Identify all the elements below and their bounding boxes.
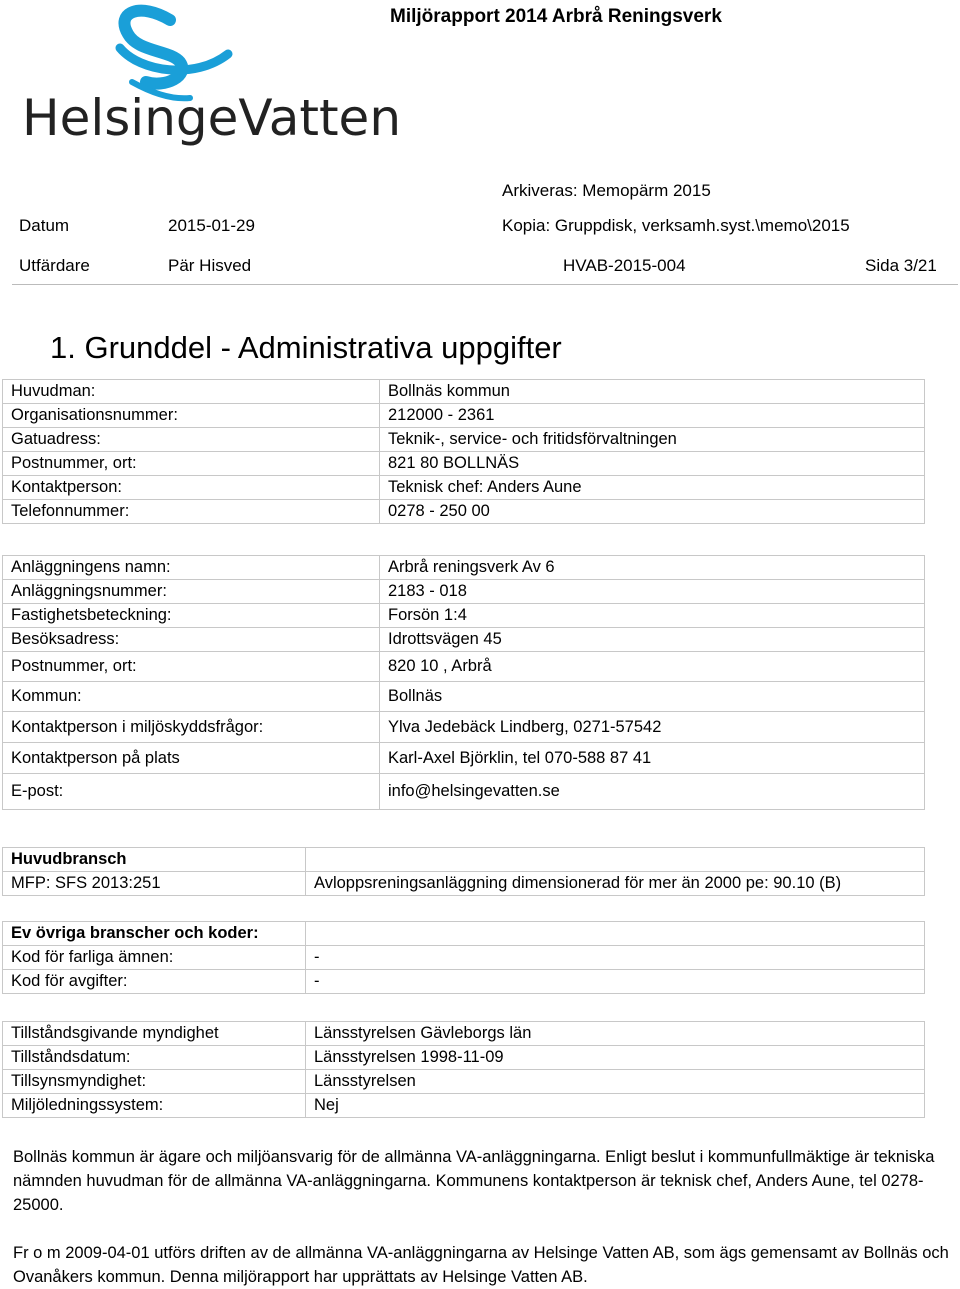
ownership-paragraph: Bollnäs kommun är ägare och miljöansvarig för de allmänna VA-anläggningarna. Enligt beslut i kommunfullmäktige är tekniska nämnden huvudman för de allmänna VA-anläggningarna. Kommunens kontaktperson är teknisk chef, Anders Aune, tel 0278-25000.	[13, 1148, 935, 1214]
table-row	[3, 682, 925, 712]
table-row	[3, 1070, 925, 1094]
table-row	[3, 556, 925, 580]
field-value: Idrottsvägen 45	[380, 628, 925, 652]
field-label: Kontaktperson i miljöskyddsfrågor:	[3, 712, 380, 743]
header-divider	[12, 284, 958, 285]
field-label: Kommun:	[3, 682, 380, 712]
table-row	[3, 476, 925, 500]
field-value: -	[306, 970, 925, 994]
field-label: Kod för farliga ämnen:	[3, 946, 306, 970]
field-label: Kontaktperson:	[3, 476, 380, 500]
reference-number: HVAB-2015-004	[563, 256, 686, 275]
date-value: 2015-01-29	[168, 216, 255, 235]
field-value: Länsstyrelsen	[306, 1070, 925, 1094]
email-value[interactable]: info@helsingevatten.se	[380, 774, 925, 810]
date-label: Datum	[19, 216, 70, 235]
field-label: Gatuadress:	[3, 428, 380, 452]
svg-text:HelsingeVatten: HelsingeVatten	[22, 89, 402, 147]
issuer-value: Pär Hisved	[168, 256, 252, 275]
branch-heading: Huvudbransch	[3, 848, 306, 872]
field-label: Kod för avgifter:	[3, 970, 306, 994]
field-label: Tillståndsdatum:	[3, 1046, 306, 1070]
table-row	[3, 604, 925, 628]
table-row	[3, 970, 925, 994]
field-value: Länsstyrelsen Gävleborgs län	[306, 1022, 925, 1046]
field-label: Fastighetsbeteckning:	[3, 604, 380, 628]
branch-code: MFP: SFS 2013:251	[3, 872, 306, 896]
table-row	[3, 872, 925, 896]
table-row	[3, 428, 925, 452]
issuer-label: Utfärdare	[19, 256, 90, 275]
field-value: Forsön 1:4	[380, 604, 925, 628]
field-value: 0278 - 250 00	[380, 500, 925, 524]
field-value: 820 10 , Arbrå	[380, 652, 925, 682]
branch-description: Avloppsreningsanläggning dimensionerad för mer än 2000 pe: 90.10 (B)	[306, 872, 925, 896]
permits-table	[2, 1021, 925, 1118]
field-label: Anläggningens namn:	[3, 556, 380, 580]
archive-note: Arkiveras: Memopärm 2015	[502, 181, 711, 200]
page-number: Sida 3/21	[865, 256, 937, 275]
table-row	[3, 652, 925, 682]
field-value: Karl-Axel Björklin, tel 070-588 87 41	[380, 743, 925, 774]
table-row	[3, 452, 925, 476]
section-title: 1. Grunddel - Administrativa uppgifter	[50, 330, 562, 365]
field-value: Teknik-, service- och fritidsförvaltningen	[380, 428, 925, 452]
table-row	[3, 1046, 925, 1070]
principal-table	[2, 379, 925, 524]
field-value: Teknisk chef: Anders Aune	[380, 476, 925, 500]
table-row	[3, 500, 925, 524]
field-value: 821 80 BOLLNÄS	[380, 452, 925, 476]
table-row	[3, 404, 925, 428]
document-title: Miljörapport 2014 Arbrå Reningsverk	[390, 6, 722, 27]
field-value: Bollnäs kommun	[380, 380, 925, 404]
field-label: Telefonnummer:	[3, 500, 380, 524]
field-label: Postnummer, ort:	[3, 652, 380, 682]
branch-table	[2, 847, 925, 896]
field-label: Tillståndsgivande myndighet	[3, 1022, 306, 1046]
field-label: Tillsynsmyndighet:	[3, 1070, 306, 1094]
field-value: Bollnäs	[380, 682, 925, 712]
table-row	[3, 380, 925, 404]
other-codes-table	[2, 921, 925, 994]
helsinge-vatten-logo	[20, 2, 402, 147]
table-row	[3, 946, 925, 970]
table-row	[3, 712, 925, 743]
table-row	[3, 628, 925, 652]
field-label: Huvudman:	[3, 380, 380, 404]
field-value: Länsstyrelsen 1998-11-09	[306, 1046, 925, 1070]
facility-table	[2, 555, 925, 810]
field-label: E-post:	[3, 774, 380, 810]
field-value: 2183 - 018	[380, 580, 925, 604]
field-value: -	[306, 946, 925, 970]
operations-paragraph: Fr o m 2009-04-01 utförs driften av de allmänna VA-anläggningarna av Helsinge Vatten AB, som ägs gemensamt av Bollnäs och Ovanåkers kommun. Denna miljörapport har upprättats av Helsinge Vatten AB.	[13, 1244, 949, 1286]
field-value: Nej	[306, 1094, 925, 1118]
table-row	[3, 580, 925, 604]
field-label: Kontaktperson på plats	[3, 743, 380, 774]
field-value: Ylva Jedebäck Lindberg, 0271-57542	[380, 712, 925, 743]
field-label: Organisationsnummer:	[3, 404, 380, 428]
field-label: Besöksadress:	[3, 628, 380, 652]
table-row	[3, 774, 925, 810]
table-row	[3, 743, 925, 774]
table-row	[3, 1094, 925, 1118]
field-label: Anläggningsnummer:	[3, 580, 380, 604]
table-row	[3, 848, 925, 872]
copy-note: Kopia: Gruppdisk, verksamh.syst.\memo\2015	[502, 216, 850, 235]
field-value: Arbrå reningsverk Av 6	[380, 556, 925, 580]
table-row	[3, 1022, 925, 1046]
field-label: Postnummer, ort:	[3, 452, 380, 476]
other-heading: Ev övriga branscher och koder:	[3, 922, 306, 946]
table-row	[3, 922, 925, 946]
field-label: Miljöledningssystem:	[3, 1094, 306, 1118]
field-value: 212000 - 2361	[380, 404, 925, 428]
